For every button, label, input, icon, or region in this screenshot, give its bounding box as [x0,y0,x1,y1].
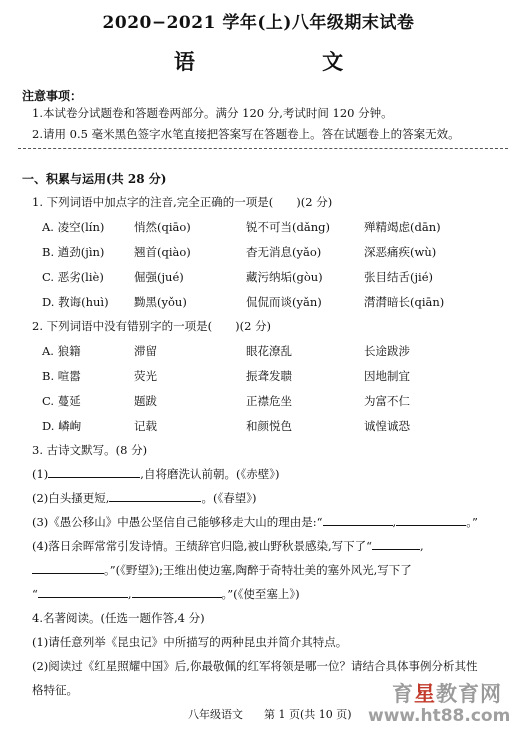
q2-d-1: D. 嶙峋 [42,419,82,433]
footer-subject: 八年级语文 [188,708,243,721]
q3-line-1-end: ,自将磨洗认前朝。(《赤壁》) [140,467,280,481]
q2-a-3: 眼花潦乱 [246,344,292,358]
q1-b-3: 杳无消息(yǎo) [246,245,322,259]
exam-title: 2020−2021 学年(上)八年级期末试卷 [102,13,415,33]
q3-line-6: “ , 。”(《使至塞上》) [32,587,300,601]
q1-stem: 1. 下列词语中加点字的注音,完全正确的一项是( )(2 分) [32,195,333,209]
q1-d-2: 黝黑(yǒu) [134,295,187,309]
notice-heading: 注意事项： [22,89,83,103]
q1-c-3: 藏污纳垢(gòu) [246,270,323,284]
q1-a-2: 悄然(qiāo) [134,220,191,234]
q1-c-1: C. 恶劣(liè) [42,270,104,284]
footer-page-number: 第 1 页(共 10 页) [264,708,352,721]
q2-c-4: 为富不仁 [364,394,410,408]
q2-c-3: 正襟危坐 [246,394,292,408]
blank[interactable] [32,563,104,574]
q3-stem: 3. 古诗文默写。(8 分) [32,443,148,457]
q4-part-2: (2)阅读过《红星照耀中国》后,你最敬佩的红军将领是哪一位？请结合具体事例分析其性 [32,659,478,673]
q2-c-1: C. 蔓延 [42,394,81,408]
q2-c-2: 题跋 [134,394,157,408]
q1-a-1: A. 凌空(lín) [42,220,105,234]
q3-line-2-start: (2)白头搔更短, [32,491,110,505]
q3-line-3-text: (3)《愚公移山》中愚公坚信自己能够移走大山的理由是:“ [32,515,323,529]
q2-a-1: A. 狼籍 [42,344,81,358]
q3-line-4: (4)落日余晖常常引发诗情。王绩辞官归隐,被山野秋景感染,写下了“ , [32,539,424,553]
q2-stem: 2. 下列词语中没有错别字的一项是( )(2 分) [32,319,272,333]
q2-d-2: 记载 [134,419,157,433]
section-1-heading: 一、积累与运用(共 28 分) [22,172,167,186]
q1-d-1: D. 教诲(huì) [42,295,109,309]
q2-b-1: B. 喧嚣 [42,369,81,383]
q3-line-6-end: 。”(《使至塞上》) [221,587,300,601]
blank[interactable] [48,467,140,478]
q1-d-3: 侃侃而谈(yǎn) [246,295,322,309]
q4-part-1: (1)请任意列举《昆虫记》中所描写的两种昆虫并简介其特点。 [32,635,348,649]
q1-c-2: 倔强(jué) [134,270,184,284]
q3-line-2 [32,490,256,506]
blank[interactable] [132,587,222,598]
watermark-url: www.ht88.com [368,706,511,726]
q1-c-4: 张目结舌(jié) [364,270,434,284]
q2-a-4: 长途跋涉 [364,344,410,358]
q1-b-2: 翘首(qiào) [134,245,191,259]
blank[interactable] [109,491,201,502]
q2-b-4: 因地制宜 [364,369,410,383]
q3-line-1 [32,466,279,482]
q3-line-4-text: (4)落日余晖常常引发诗情。王绩辞官归隐,被山野秋景感染,写下了“ [32,539,372,553]
q3-line-3: (3)《愚公移山》中愚公坚信自己能够移走大山的理由是:“ , 。” [32,515,478,529]
notice-line-2: 2.请用 0.5 毫米黑色签字水笔直接把答案写在答题卷上。答在试题卷上的答案无效。 [32,127,460,141]
subject-title: 语 文 [173,49,404,74]
page-footer [188,706,352,722]
q3-line-5-text: 。”(《野望》);王维出使边塞,陶醉于奇特壮美的塞外风光,写下了 [104,563,412,577]
q3-line-5 [32,562,412,578]
q1-b-4: 深恶痛疾(wù) [364,245,437,259]
blank[interactable] [38,587,128,598]
q4-stem: 4.名著阅读。(任选一题作答,4 分) [32,611,205,625]
q2-b-3: 振聋发聩 [246,369,292,383]
q2-d-4: 诚惶诚恐 [364,419,410,433]
q1-b-1: B. 遒劲(jìn) [42,245,105,259]
q2-b-2: 荧光 [134,369,157,383]
notice-line-1: 1.本试卷分试题卷和答题卷两部分。满分 120 分,考试时间 120 分钟。 [32,106,393,120]
q2-a-2: 滞留 [134,344,157,358]
divider [18,148,508,149]
q2-d-3: 和颜悦色 [246,419,292,433]
q3-line-2-end: 。(《春望》) [201,491,257,505]
blank[interactable] [372,539,420,550]
q3-line-1-num: (1) [32,467,49,481]
q4-part-2-cont: 格特征。 [32,683,78,697]
blank[interactable] [323,515,393,526]
blank[interactable] [396,515,466,526]
q1-d-4: 潸潸暗长(qiān) [364,295,445,309]
q1-a-3: 锐不可当(dǎng) [246,220,330,234]
q1-a-4: 殚精竭虑(dān) [364,220,441,234]
watermark-logo: 育星教育网 [392,682,502,706]
